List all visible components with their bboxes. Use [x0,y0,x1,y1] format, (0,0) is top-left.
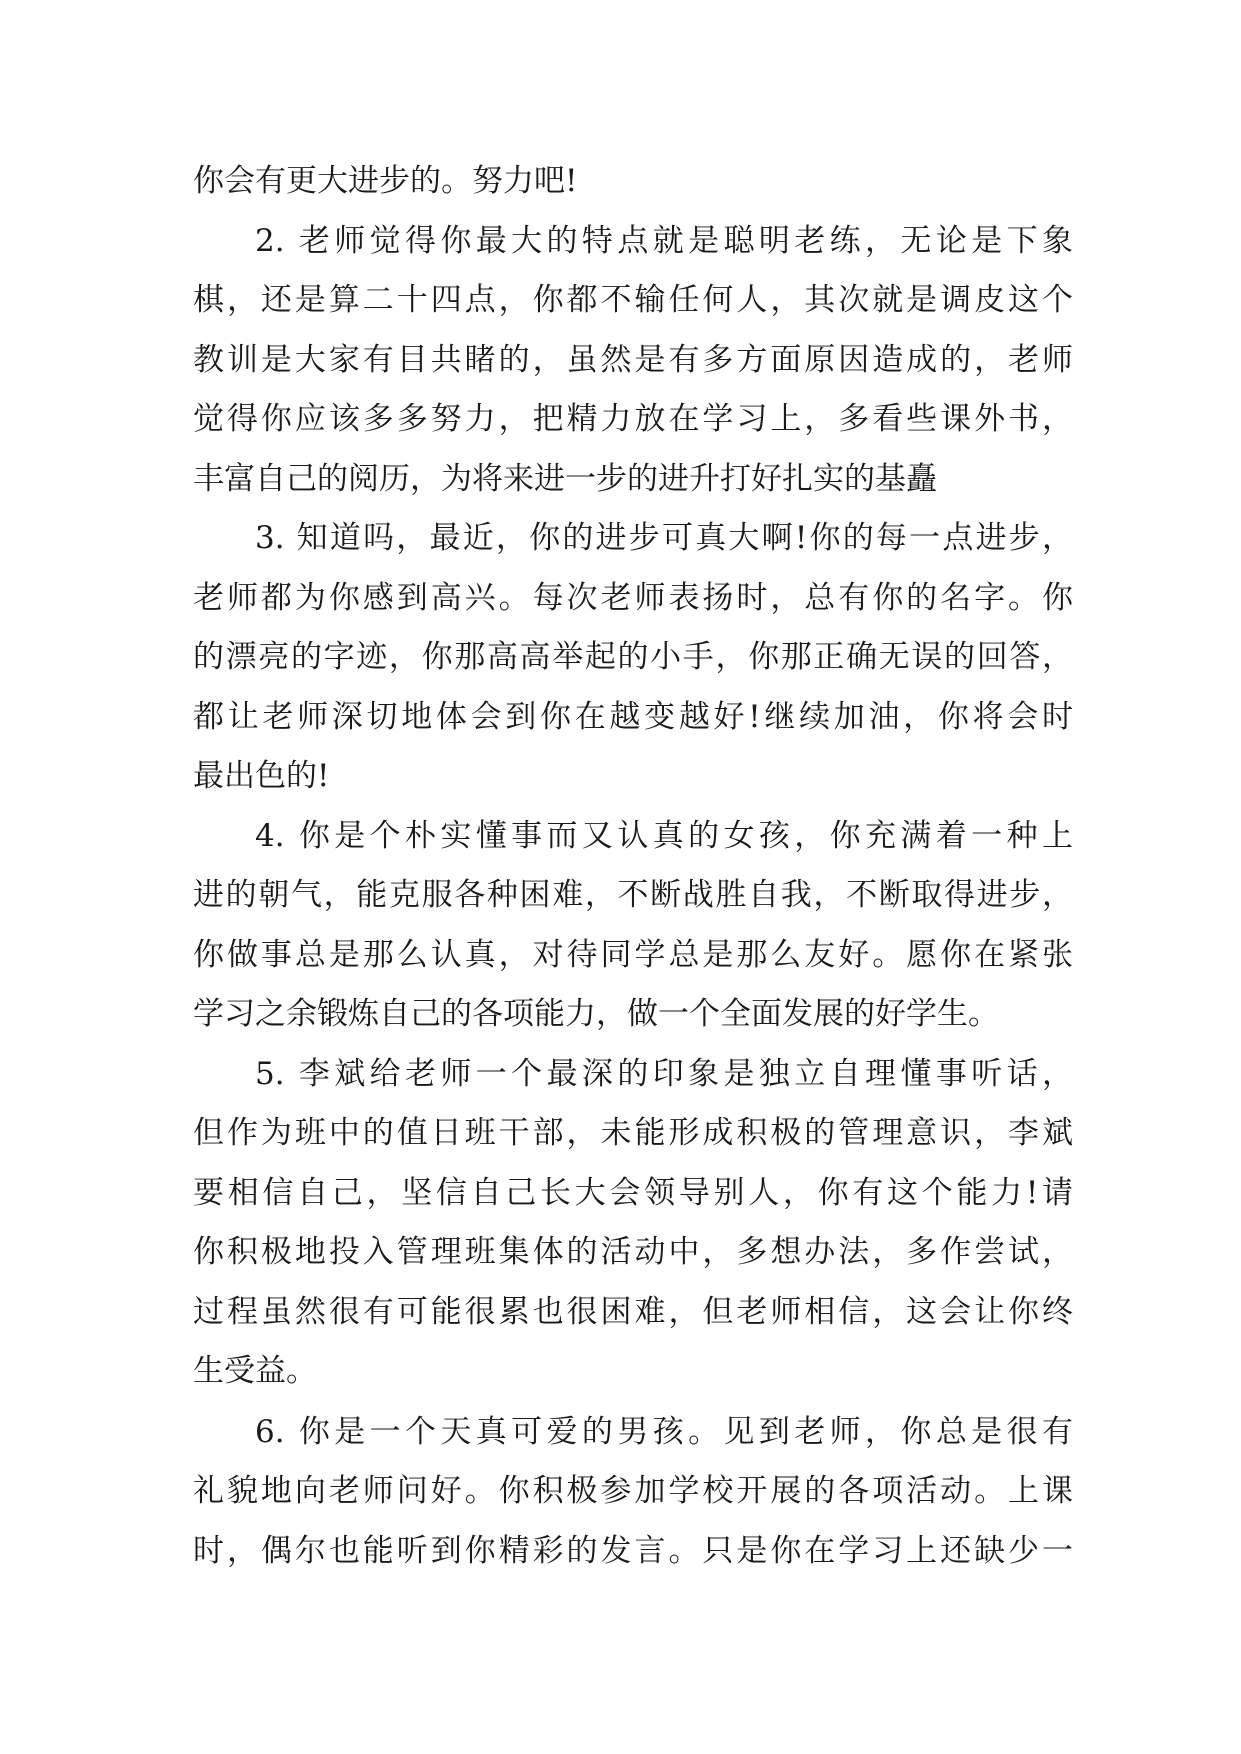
paragraph-3 [193,509,1073,807]
text-line: 但作为班中的值日班干部，未能形成积极的管理意识，李斌 [193,1115,1073,1151]
text-line: 时，偶尔也能听到你精彩的发言。只是你在学习上还缺少一 [193,1532,1073,1569]
text-line: 教训是大家有目共睹的，虽然是有多方面原因造成的，老师 [193,341,1073,378]
text-line: 生受益。 [193,1353,317,1389]
text-line: 礼貌地向老师问好。你积极参加学校开展的各项活动。上课 [193,1473,1073,1509]
text-line: 棋，还是算二十四点，你都不输任何人，其次就是调皮这个 [193,282,1073,318]
text-line: 你会有更大进步的。努力吧! [193,163,578,199]
paragraph-5 [193,1045,1073,1402]
text-line: 要相信自己，坚信自己长大会领导别人，你有这个能力!请 [193,1174,1073,1211]
text-line: 学习之余锻炼自己的各项能力，做一个全面发展的好学生。 [193,996,999,1032]
text-line: 的漂亮的字迹，你那高高举起的小手，你那正确无误的回答， [193,639,1073,675]
text-line: 5. 李斌给老师一个最深的印象是独立自理懂事听话， [255,1055,1073,1092]
text-line: 过程虽然很有可能很累也很困难，但老师相信，这会让你终 [193,1293,1073,1330]
text-line: 6. 你是一个天真可爱的男孩。见到老师，你总是很有 [255,1413,1073,1450]
paragraph-1-end [193,152,1073,212]
text-line: 2. 老师觉得你最大的特点就是聪明老练，无论是下象 [255,222,1073,259]
text-line: 老师都为你感到高兴。每次老师表扬时，总有你的名字。你 [193,579,1073,616]
text-line: 最出色的! [193,758,330,794]
paragraph-6 [193,1403,1073,1582]
text-line: 进的朝气，能克服各种困难，不断战胜自我，不断取得进步， [193,877,1073,913]
text-line: 4. 你是个朴实懂事而又认真的女孩，你充满着一种上 [255,817,1073,854]
text-line: 都让老师深切地体会到你在越变越好!继续加油，你将会时 [193,698,1073,735]
document-body [193,152,1073,1581]
paragraph-4 [193,807,1073,1045]
paragraph-2 [193,212,1073,510]
text-line: 3. 知道吗，最近，你的进步可真大啊!你的每一点进步， [255,520,1073,556]
text-line: 你积极地投入管理班集体的活动中，多想办法，多作尝试， [193,1234,1073,1270]
text-line: 你做事总是那么认真，对待同学总是那么友好。愿你在紧张 [193,936,1073,973]
text-line: 觉得你应该多多努力，把精力放在学习上，多看些课外书， [193,401,1073,437]
text-line: 丰富自己的阅历，为将来进一步的进升打好扎实的基矗 [193,460,937,497]
